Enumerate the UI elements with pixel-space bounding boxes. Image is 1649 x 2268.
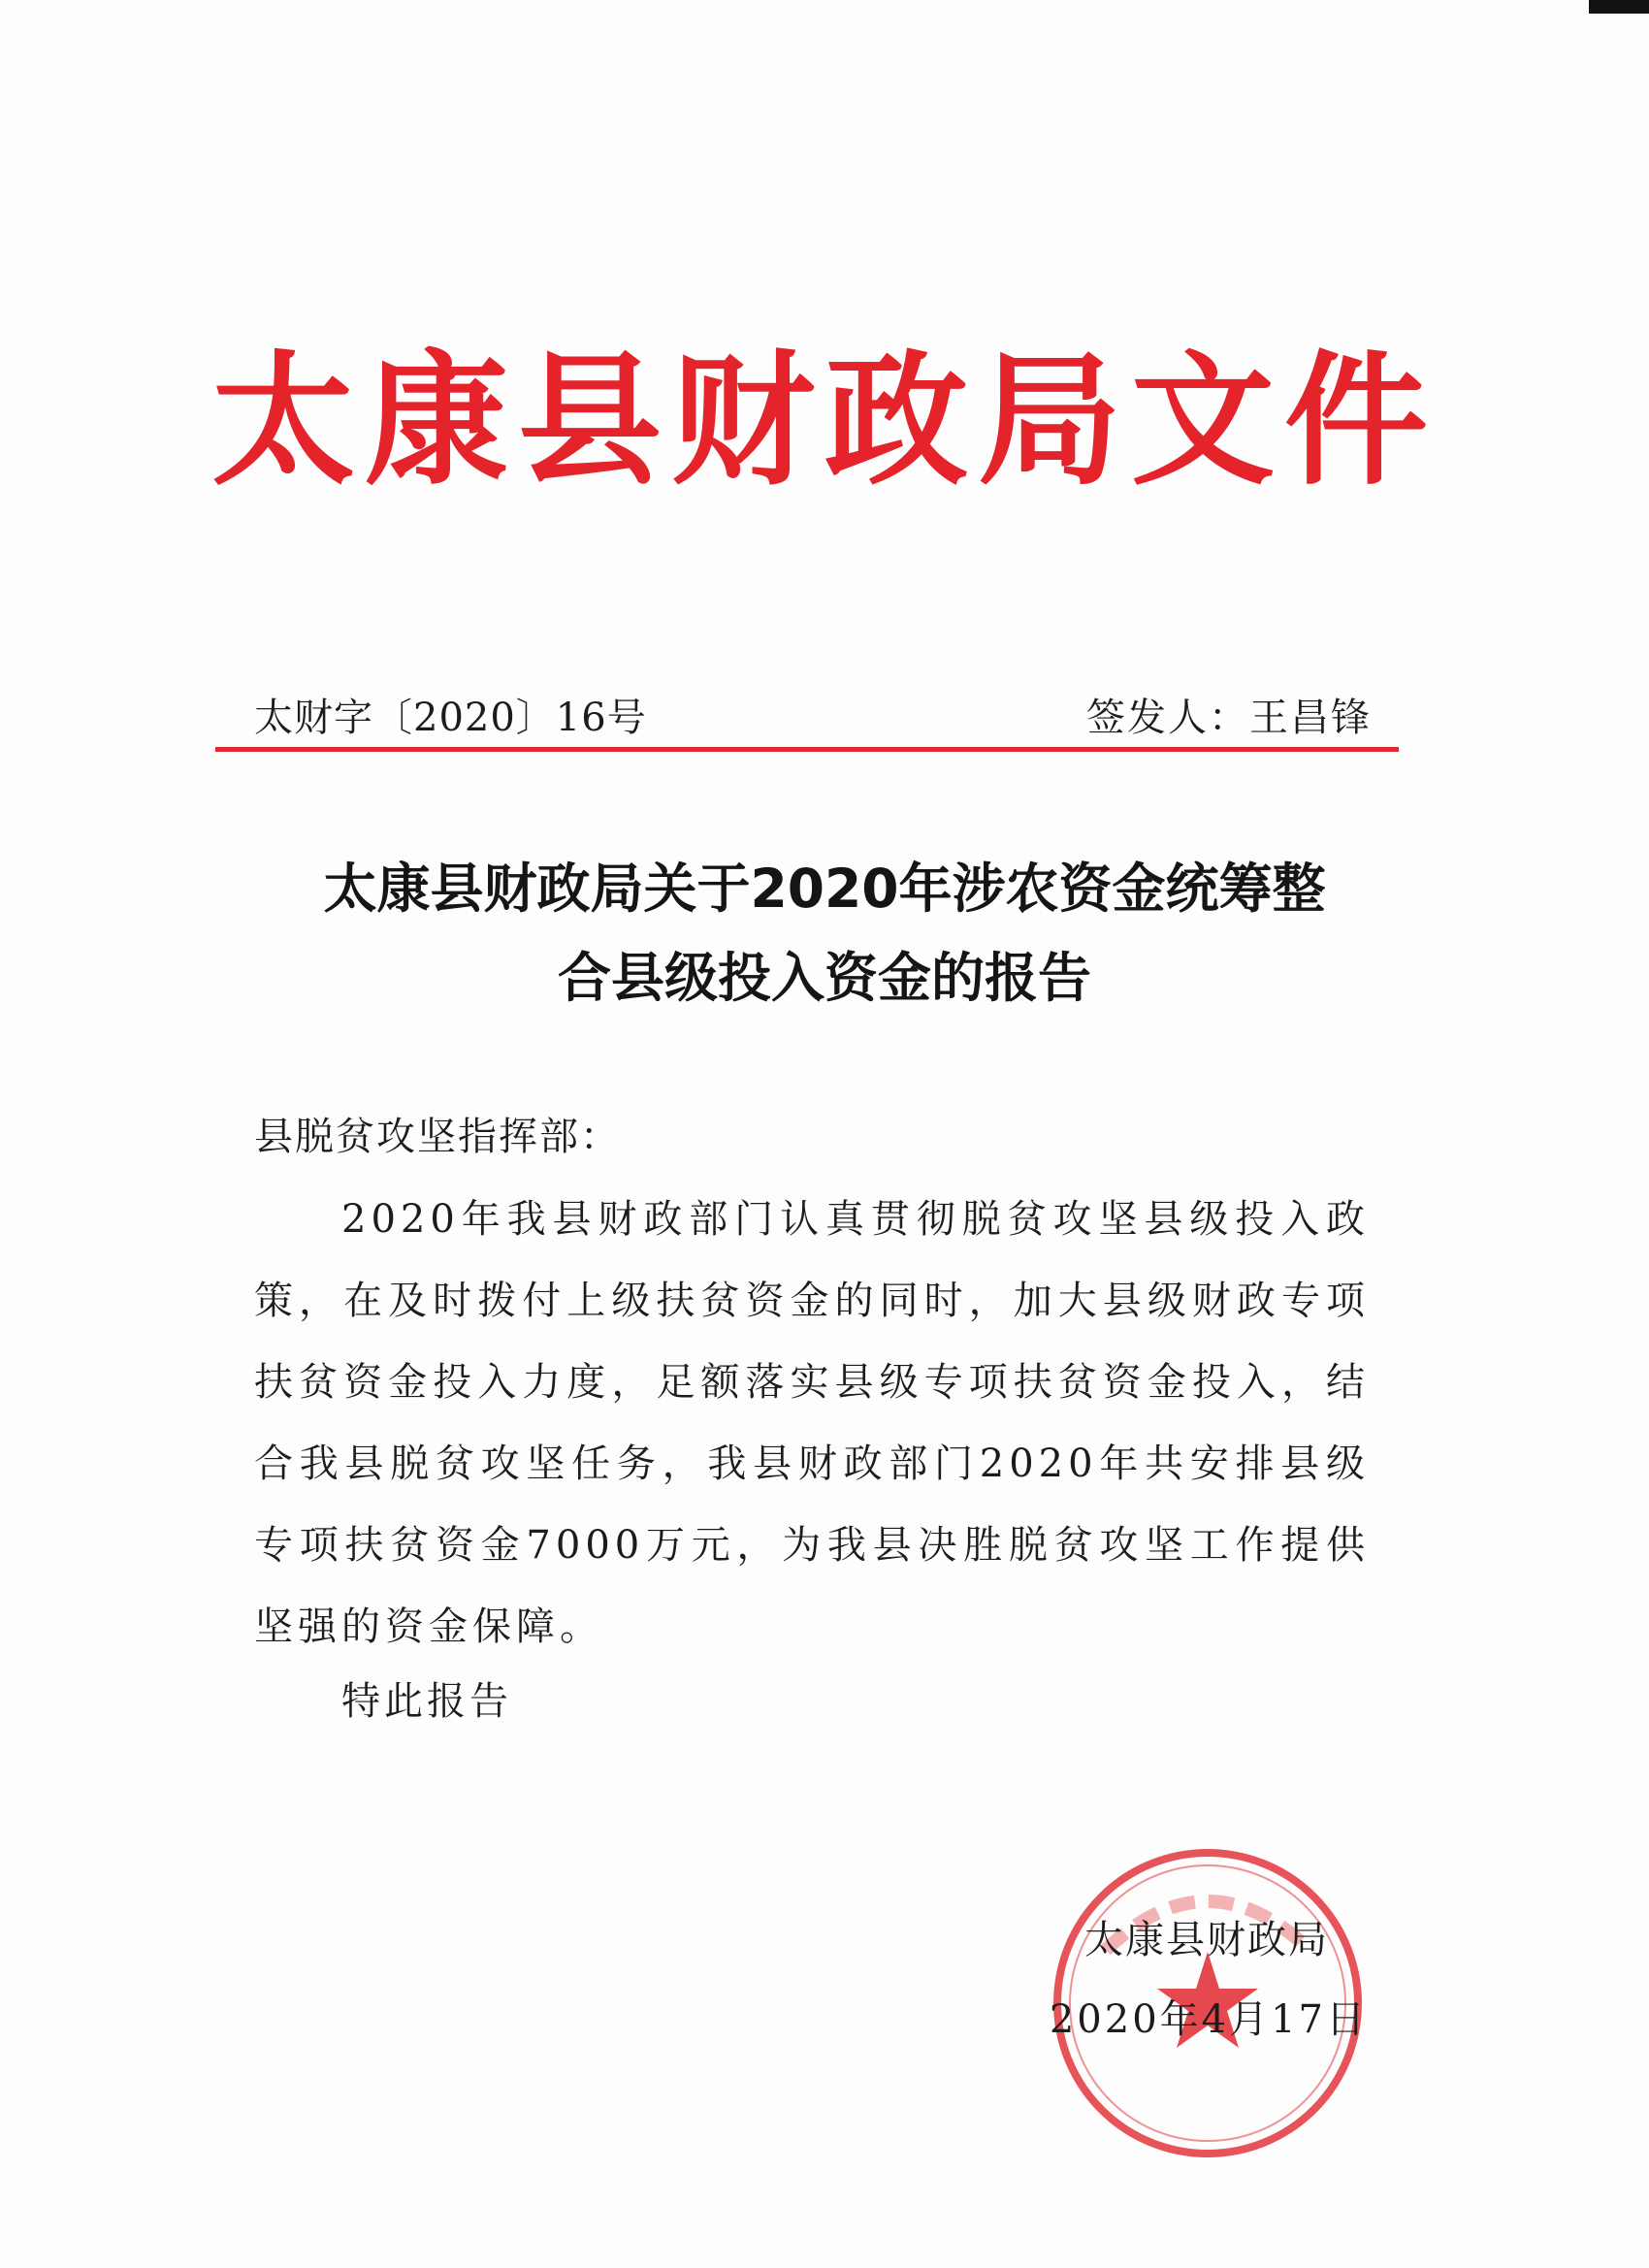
salutation: 县脱贫攻坚指挥部： bbox=[254, 1115, 621, 1159]
scan-corner-mark bbox=[1589, 0, 1649, 14]
report-title bbox=[0, 844, 1649, 1022]
signing-organization: 太康县财政局 bbox=[1084, 1918, 1329, 1962]
report-title-line-2: 合县级投入资金的报告 bbox=[557, 947, 1091, 1009]
closing-phrase: 特此报告 bbox=[341, 1679, 512, 1724]
signing-date: 2020年4月17日 bbox=[1049, 1997, 1368, 2042]
report-title-line-1: 太康县财政局关于2020年涉农资金统筹整 bbox=[323, 858, 1326, 920]
document-number: 太财字〔2020〕16号 bbox=[254, 696, 647, 740]
report-body: 2020年我县财政部门认真贯彻脱贫攻坚县级投入政策，在及时拨付上级扶贫资金的同时，加大县级财政专项扶贫资金投入力度，足额落实县级专项扶贫资金投入，结合我县脱贫攻坚任务，我县财政部门2020年共安排县级专项扶贫资金7000万元，为我县决胜脱贫攻坚工作提供坚强的资金保障。 bbox=[254, 1197, 1370, 1649]
red-divider-line bbox=[215, 747, 1399, 752]
masthead-title: 太康县财政局文件 bbox=[211, 338, 1438, 504]
issuer-signatory: 签发人：王昌锋 bbox=[1086, 696, 1372, 740]
